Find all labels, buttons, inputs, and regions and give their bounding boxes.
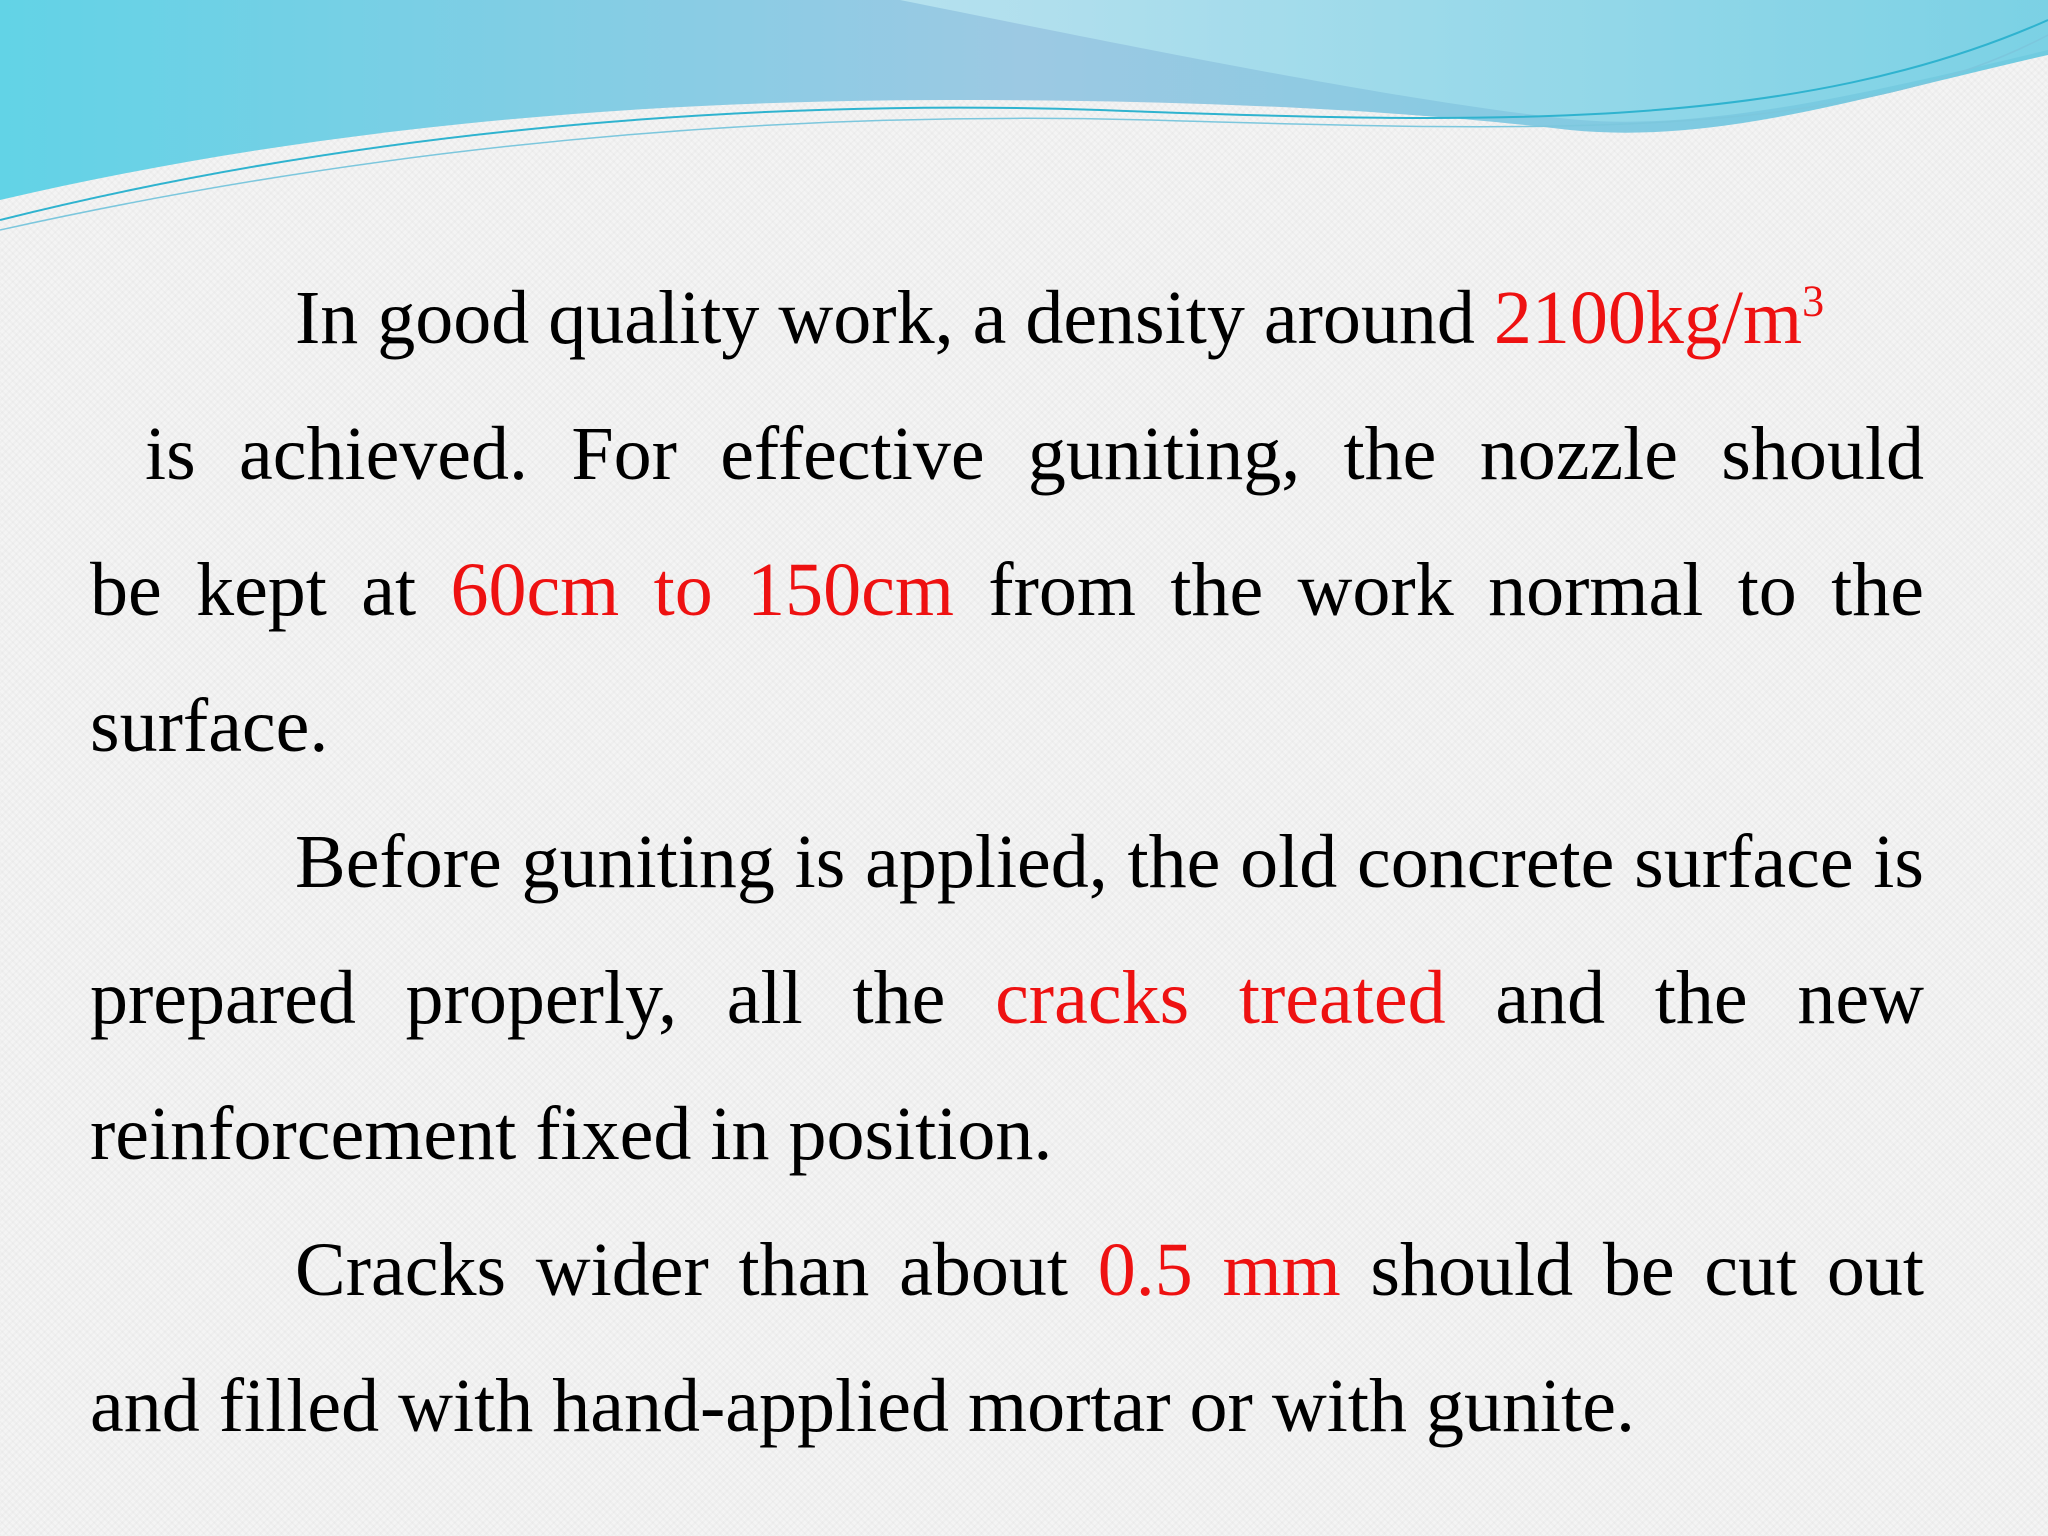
cracks-treated-highlight: cracks treated (995, 956, 1446, 1040)
nozzle-distance-value: 60cm to 150cm (450, 548, 954, 632)
cracks-text-a: Cracks wider than about (295, 1228, 1098, 1312)
paragraph-density (90, 250, 1924, 386)
crack-width-value: 0.5 mm (1097, 1228, 1341, 1312)
paragraph-nozzle-lead (90, 386, 1924, 522)
density-text: In good quality work, a density around (295, 276, 1494, 360)
paragraph-cracks (90, 1202, 1924, 1474)
density-exponent: 3 (1802, 276, 1825, 326)
surface-prep-text-b: and the new reinforcement fixed in position. (90, 956, 1924, 1176)
slide-body (90, 250, 1924, 1474)
nozzle-text-a: be kept at (90, 548, 451, 632)
paragraph-surface-prep (90, 794, 1924, 1202)
surface-prep-text-a: Before guniting is applied, the old concrete surface is prepared properly, all the (90, 820, 1924, 1040)
cracks-text-b: should be cut out and filled with hand-applied mortar or with gunite. (90, 1228, 1925, 1448)
nozzle-text-b: from the work normal to the surface. (90, 548, 1924, 768)
nozzle-lead-text: is achieved. For effective guniting, the nozzle should (145, 412, 1924, 496)
density-value (1494, 276, 1824, 360)
density-unit: 2100kg/m (1493, 276, 1803, 360)
decorative-wave-banner (0, 0, 2048, 240)
paragraph-nozzle-distance (90, 522, 1924, 794)
